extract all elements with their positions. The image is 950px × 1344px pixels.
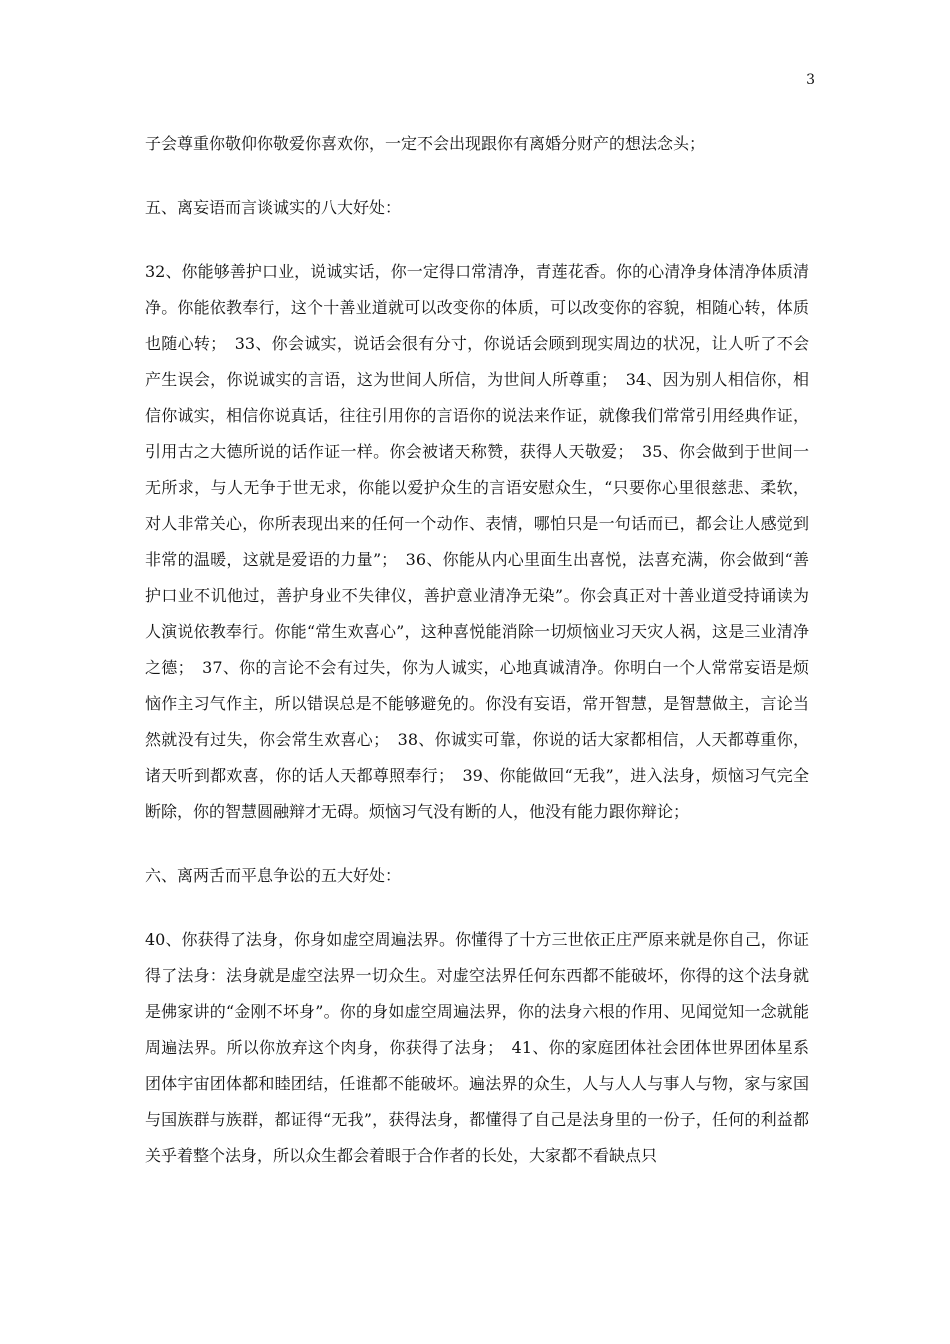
section-heading-six: 六、离两舌而平息争讼的五大好处： <box>145 866 402 885</box>
paragraph-gap <box>145 226 809 254</box>
paragraph-items-32-39: 32、你能够善护口业，说诚实话，你一定得口常清净，青莲花香。你的心清净身体清净体质清净。你能依教奉行，这个十善业道就可以改变你的体质，可以改变你的容貌，相随心转，体质也随心转； 33、你会诚实，说话会很有分寸，你说话会顾到现实周边的状况，让人听了不会产生误会，你说诚实的言语，这为世间人所信，为世间人所尊重； 34、因为别人相信你，相信你诚实，相信你说真话，往往引用你的言语你的说法来作证，就像我们常常引用经典作证，引用古之大德所说的话作证一样。你会被诸天称赞，获得人天敬爱； 35、你会做到于世间一无所求，与人无争于世无求，你能以爱护众生的言语安慰众生，“只要你心里很慈悲、柔软，对人非常关心，你所表现出来的任何一个动作、表情，哪怕只是一句话而已，都会让人感觉到非常的温暖，这就是爱语的力量”； 36、你能从内心里面生出喜悦，法喜充满，你会做到“善护口业不讥他过，善护身业不失律仪，善护意业清净无染”。你会真正对十善业道受持诵读为人演说依教奉行。你能“常生欢喜心”，这种喜悦能消除一切烦恼业习天灾人祸，这是三业清净之德； 37、你的言论不会有过失，你为人诚实，心地真诚清净。你明白一个人常常妄语是烦恼作主习气作主，所以错误总是不能够避免的。你没有妄语，常开智慧，是智慧做主，言论当然就没有过失，你会常生欢喜心； 38、你诚实可靠，你说的话大家都相信，人天都尊重你，诸天听到都欢喜，你的话人天都尊照奉行； 39、你能做回“无我”，进入法身，烦恼习气完全断除，你的智慧圆融辩才无碍。烦恼习气没有断的人，他没有能力跟你辩论； <box>145 262 809 821</box>
paragraph-gap <box>145 894 809 922</box>
section-heading-five: 五、离妄语而言谈诚实的八大好处： <box>145 198 402 217</box>
paragraph-gap <box>145 830 809 858</box>
paragraph-continuation: 子会尊重你敬仰你敬爱你喜欢你，一定不会出现跟你有离婚分财产的想法念头； <box>145 134 706 153</box>
page-number: 3 <box>806 72 815 88</box>
document-body <box>145 126 809 1174</box>
paragraph-gap <box>145 162 809 190</box>
paragraph-items-40-41: 40、你获得了法身，你身如虚空周遍法界。你懂得了十方三世依正庄严原来就是你自己，你证得了法身：法身就是虚空法界一切众生。对虚空法界任何东西都不能破坏，你得的这个法身就是佛家讲的“金刚不坏身”。你的身如虚空周遍法界，你的法身六根的作用、见闻觉知一念就能周遍法界。所以你放弃这个肉身，你获得了法身； 41、你的家庭团体社会团体世界团体星系团体宇宙团体都和睦团结，任谁都不能破坏。遍法界的众生，人与人人与事人与物，家与家国与国族群与族群，都证得“无我”，获得法身，都懂得了自己是法身里的一份子，任何的利益都关乎着整个法身，所以众生都会着眼于合作者的长处，大家都不看缺点只 <box>145 930 809 1165</box>
